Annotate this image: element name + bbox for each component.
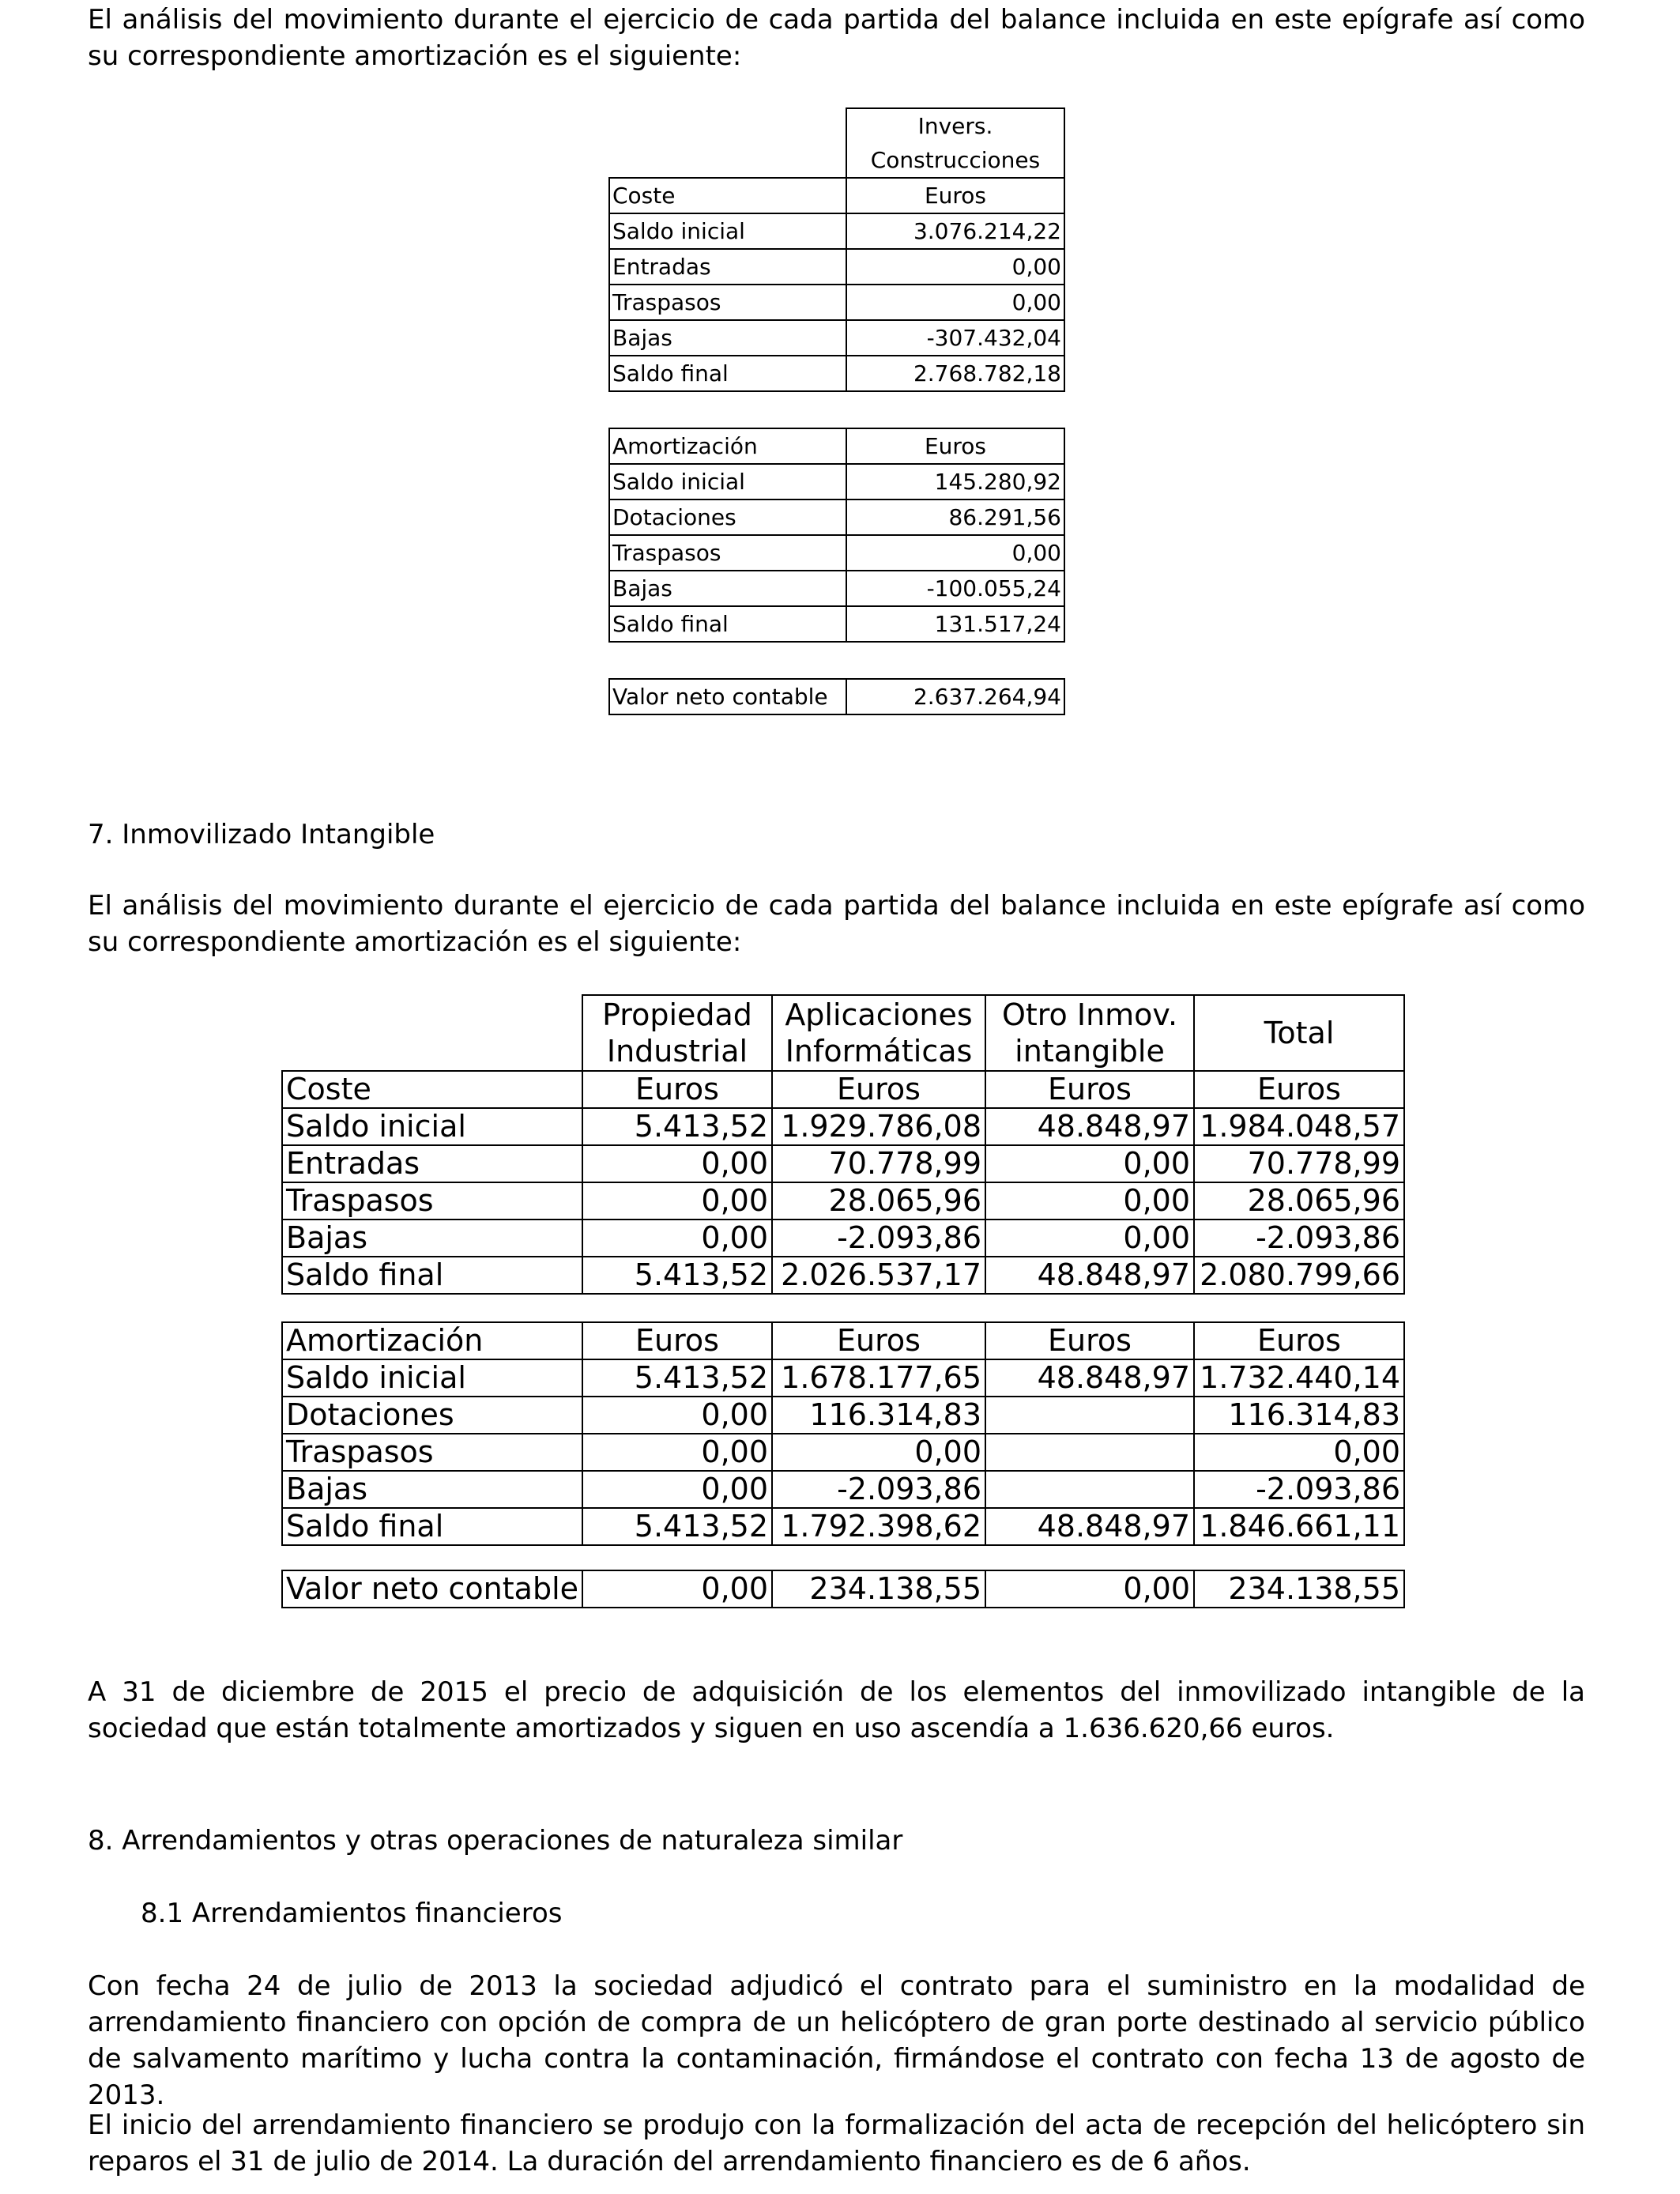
header-otro-inmov: Otro Inmov. intangible [985,995,1194,1071]
intro-paragraph: El análisis del movimiento durante el ejercicio de cada partida del balance incluida en este epígrafe así como su correspondiente amortización es el siguiente: [88,4,1585,72]
table-row: Traspasos 0,00 [609,535,1064,571]
table-row: Dotaciones 86.291,56 [609,499,1064,535]
paragraph-contrato: Con fecha 24 de julio de 2013 la sociedad adjudicó el contrato para el suministro en la modalidad de arrendamiento financiero con opción de compra de un helicóptero de gran porte destinado al servicio público de salvamento marítimo y lucha contra la contaminación, firmándose el contrato con fecha 13 de agosto de 2013. [88,1970,1585,2111]
section7-paragraph: El análisis del movimiento durante el ejercicio de cada partida del balance incluida en este epígrafe así como su correspondiente amortización es el siguiente: [88,890,1585,958]
header-aplicaciones-informaticas: Aplicaciones Informáticas [772,995,985,1071]
amortizacion-label: Amortización [609,428,846,464]
table-row: Bajas -100.055,24 [609,571,1064,606]
table-row: Saldo final 2.768.782,18 [609,356,1064,391]
table-row: Saldo final 5.413,52 1.792.398,62 48.848,97 1.846.661,11 [282,1508,1404,1545]
header-invers: Invers. [846,108,1064,143]
table-row: Saldo inicial 145.280,92 [609,464,1064,499]
section81-heading: 8.1 Arrendamientos financieros [141,1898,563,1929]
table-row: Saldo inicial 3.076.214,22 [609,213,1064,249]
table-row: Dotaciones 0,00 116.314,83 116.314,83 [282,1397,1404,1434]
table-row: Entradas 0,00 [609,249,1064,285]
section8-heading: 8. Arrendamientos y otras operaciones de naturaleza similar [88,1825,903,1857]
coste-label: Coste [282,1071,582,1108]
table-inversiones [608,107,1065,715]
table-row: Traspasos 0,00 [609,285,1064,320]
header-construcciones: Construcciones [846,143,1064,178]
coste-unit: Euros [846,178,1064,213]
amortizacion-unit: Euros [846,428,1064,464]
table-row: Bajas -307.432,04 [609,320,1064,356]
paragraph-2015: A 31 de diciembre de 2015 el precio de adquisición de los elementos del inmovilizado intangible de la sociedad que están totalmente amortizados y siguen en uso ascendía a 1.636.620,66 euros. [88,1676,1585,1744]
table-row: Traspasos 0,00 0,00 0,00 [282,1434,1404,1471]
table-row: Bajas 0,00 -2.093,86 -2.093,86 [282,1471,1404,1508]
table-row: Entradas 0,00 70.778,99 0,00 70.778,99 [282,1145,1404,1182]
table-row: Saldo inicial 5.413,52 1.678.177,65 48.848,97 1.732.440,14 [282,1359,1404,1397]
table-row: Saldo final 5.413,52 2.026.537,17 48.848,97 2.080.799,66 [282,1257,1404,1294]
coste-label: Coste [609,178,846,213]
table-row: Saldo final 131.517,24 [609,606,1064,642]
amortizacion-label: Amortización [282,1322,582,1359]
paragraph-inicio: El inicio del arrendamiento financiero se produjo con la formalización del acta de recepción del helicóptero sin reparos el 31 de julio de 2014. La duración del arrendamiento financiero es de 6 años. [88,2109,1585,2177]
vnc-row: Valor neto contable 2.637.264,94 [609,679,1064,714]
table-intangible: Propiedad Industrial Aplicaciones Informáticas Otro Inmov. intangible Total Coste Euros Euros Euros Euros Saldo inicial 5.413,52 1.929.786,08 48.848,97 1.984.048,57 Entradas 0,00 70.778,99 0,00 70.778,99 Traspasos 0,00 28.065,96 0,00 28.065,96 Bajas 0,00 -2.093,86 0,00 -2.093,86 Saldo final 5.413,52 2.026.537,17 48.848,97 2.080.799,66 Amortización Euros Euros Euros Euros Saldo inicial 5.413,52 1.678.177,65 48.848,97 1.732.440,14 Dotaciones 0,00 116.314,83 116.314,83 Traspasos 0,00 0,00 0,00 Bajas 0,00 -2.093,86 -2.093,86 Saldo final 5.413,52 1.792.398,62 48.848,97 1.846.661,11 Valor neto contable 0,00 234.138,55 0,00 234.138,55 [281,994,1405,1608]
table-row: Traspasos 0,00 28.065,96 0,00 28.065,96 [282,1182,1404,1220]
header-propiedad-industrial: Propiedad Industrial [582,995,772,1071]
vnc-row: Valor neto contable 0,00 234.138,55 0,00 234.138,55 [282,1570,1404,1608]
header-total: Total [1194,995,1404,1071]
table-row: Bajas 0,00 -2.093,86 0,00 -2.093,86 [282,1220,1404,1257]
table-row: Saldo inicial 5.413,52 1.929.786,08 48.848,97 1.984.048,57 [282,1108,1404,1145]
section7-heading: 7. Inmovilizado Intangible [88,819,435,850]
